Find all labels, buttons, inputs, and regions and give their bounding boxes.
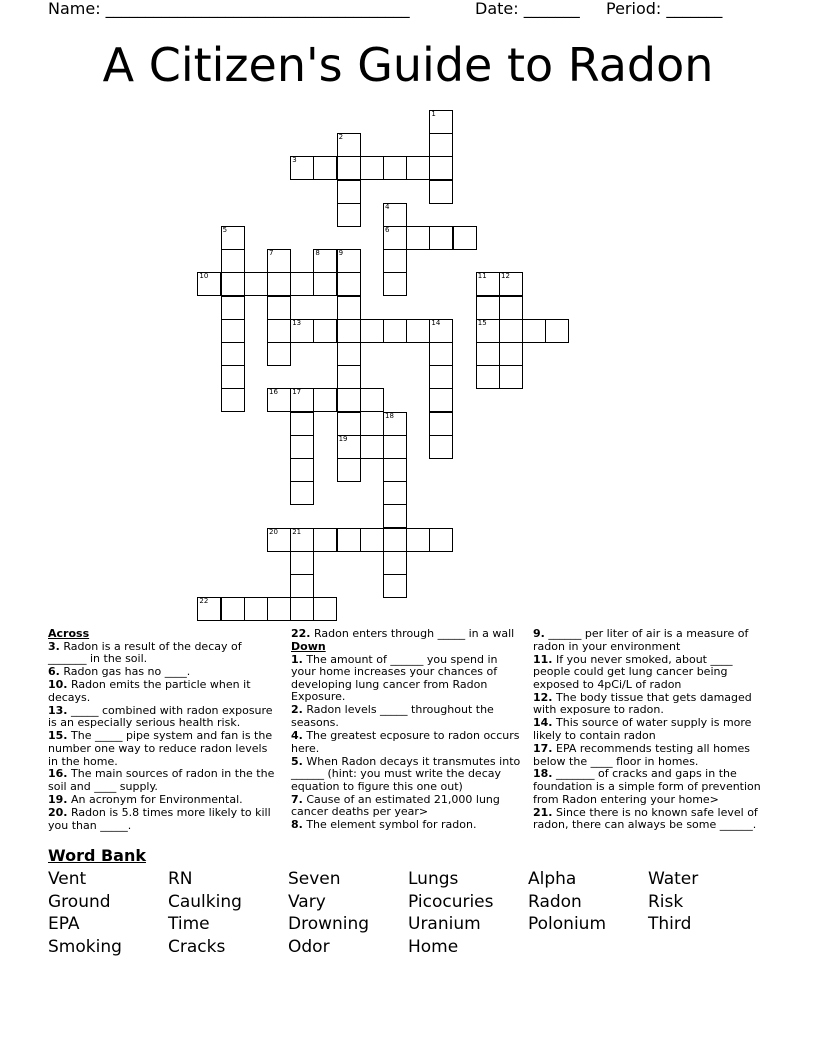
clue-item [291,704,523,729]
date-field: Date: _______ [475,0,580,18]
clue-item-text: EPA recommends testing all homes below the ____ floor in homes. [533,741,751,768]
crossword-cell[interactable] [221,597,245,621]
crossword-cell[interactable] [290,528,314,552]
crossword-cell[interactable] [406,319,430,343]
crossword-cell[interactable] [360,388,384,412]
clue-section-title: Down [291,639,326,653]
crossword-cell[interactable] [221,272,245,296]
crossword-cell[interactable] [406,226,430,250]
crossword-cell[interactable] [313,388,337,412]
word-bank-item: Smoking [48,936,122,957]
crossword-cell[interactable] [429,133,453,157]
crossword-cell[interactable] [429,388,453,412]
clue-item-number: 10. [48,678,68,692]
clue-number: 8 [315,249,320,258]
crossword-cell[interactable] [383,156,407,180]
crossword-cell[interactable] [313,319,337,343]
crossword-cell[interactable] [383,412,407,436]
crossword-cell[interactable] [383,458,407,482]
crossword-cell[interactable] [383,574,407,598]
crossword-cell[interactable] [267,319,291,343]
crossword-cell[interactable] [499,342,523,366]
clue-item-text: If you never smoked, about ____ people could get lung cancer being exposed to 4pCi/L of radon [533,652,733,691]
crossword-cell[interactable] [499,319,523,343]
clue-item [48,768,280,793]
crossword-cell[interactable] [290,156,314,180]
clue-item [533,692,765,717]
clue-item-text: An acronym for Environmental. [67,793,243,807]
clue-number: 9 [338,249,344,258]
crossword-cell[interactable] [429,156,453,180]
crossword-cell[interactable] [221,342,245,366]
clue-item-number: 1. [291,652,303,666]
crossword-cell[interactable] [337,528,361,552]
crossword-cell[interactable] [337,458,361,482]
crossword-cell[interactable] [313,528,337,552]
period-field: Period: _______ [606,0,723,18]
word-bank-item: Radon [528,891,582,912]
clue-item [533,628,765,653]
crossword-cell[interactable] [429,435,453,459]
crossword-cell[interactable] [337,156,361,180]
clue-item [533,717,765,742]
clue-item [533,654,765,692]
crossword-cell[interactable] [337,435,361,459]
crossword-cell[interactable] [337,296,361,320]
clue-item-number: 9. [533,627,545,640]
crossword-cell[interactable] [313,156,337,180]
crossword-cell[interactable] [313,249,337,273]
crossword-cell[interactable] [221,226,245,250]
clue-item-number: 4. [291,728,303,742]
crossword-cell[interactable] [429,342,453,366]
crossword-cell[interactable] [290,435,314,459]
crossword-cell[interactable] [429,226,453,250]
crossword-cell[interactable] [499,296,523,320]
word-bank-item: Picocuries [408,891,494,912]
crossword-cell[interactable] [522,319,546,343]
crossword-cell[interactable] [429,412,453,436]
crossword-cell[interactable] [383,249,407,273]
crossword-cell[interactable] [476,365,500,389]
clue-item-text: Radon is a result of the decay of _______ in the soil. [48,639,242,666]
clue-item [291,730,523,755]
word-bank-item: Cracks [168,936,226,957]
clue-number: 16 [269,388,278,397]
crossword-cell[interactable] [337,272,361,296]
crossword-cell[interactable] [337,203,361,227]
word-bank-item: Vent [48,869,87,889]
crossword-cell[interactable] [221,319,245,343]
word-bank-item: Uranium [408,914,481,935]
clue-item-text: Radon levels _____ throughout the seasons. [291,703,494,729]
crossword-cell[interactable] [337,342,361,366]
crossword-cell[interactable] [429,528,453,552]
clue-item [48,666,280,679]
clue-item-number: 5. [291,754,303,768]
clue-item-number: 12. [533,690,553,704]
clue-item-text: The main sources of radon in the the soil and ____ supply. [48,767,275,794]
crossword-cell[interactable] [383,435,407,459]
crossword-cell[interactable] [337,365,361,389]
word-bank-item: Lungs [408,869,459,889]
crossword-cell[interactable] [429,365,453,389]
clue-number: 6 [385,226,390,234]
word-bank-item: Vary [288,891,326,912]
word-bank-item: Polonium [528,914,607,935]
crossword-cell[interactable] [383,272,407,296]
clue-number: 4 [385,202,390,211]
crossword-cell[interactable] [360,528,384,552]
crossword-cell[interactable] [383,226,407,250]
clue-item-number: 22. [291,627,311,640]
clue-number: 20 [269,527,278,536]
clue-item [48,705,280,730]
clue-item [48,794,280,807]
clue-item [48,679,280,704]
crossword-cell[interactable] [221,296,245,320]
crossword-cell[interactable] [267,342,291,366]
clue-item-text: _______ of cracks and gaps in the foundation is a simple form of prevention from Radon entering your home> [533,767,761,806]
word-bank-item: Home [408,936,459,957]
crossword-cell[interactable] [383,319,407,343]
page-title: A Citizen's Guide to Radon [102,38,714,92]
word-bank-item: Time [168,914,210,935]
clue-number: 10 [199,272,209,281]
word-bank-item: Ground [48,891,111,912]
clue-number: 12 [501,272,510,281]
clue-item-text: When Radon decays it transmutes into ______ (hint: you must write the decay equation to figure this one out) [291,754,521,793]
clue-item-number: 15. [48,729,68,743]
clue-number: 14 [431,318,441,327]
clue-item-text: The amount of ______ you spend in your home increases your chances of developing lung cancer from Radon Exposure. [291,652,498,704]
crossword-cell[interactable] [383,528,407,552]
word-bank-item: Odor [288,936,330,957]
crossword-cell[interactable] [290,574,314,598]
clue-section-title: Across [48,627,90,640]
clue-number: 21 [292,527,302,536]
clue-item [533,768,765,806]
clue-item-text: _____ combined with radon exposure is an especially serious health risk. [48,703,273,730]
clue-item-text: The element symbol for radon. [302,818,477,832]
crossword-cell[interactable] [290,481,314,505]
word-bank-item: Seven [288,869,341,889]
crossword-cell[interactable] [290,412,314,436]
crossword-cell[interactable] [197,597,221,621]
clue-item-text: The greatest ecposure to radon occurs here. [291,728,520,755]
clue-item-number: 2. [291,703,303,717]
word-bank-item: Risk [648,891,684,912]
word-bank-item: EPA [48,914,80,935]
crossword-cell[interactable] [406,528,430,552]
clue-number: 17 [292,388,302,397]
crossword-cell[interactable] [383,203,407,227]
clue-item-text: Since there is no known safe level of radon, there can always be some ______. [533,805,758,832]
crossword-cell[interactable] [499,272,523,296]
clue-column-3 [533,628,765,832]
crossword-cell[interactable] [337,412,361,436]
crossword-cell[interactable] [337,180,361,204]
crossword-cell[interactable] [383,481,407,505]
clue-column-1 [48,628,280,833]
clue-item-number: 11. [533,652,553,666]
crossword-cell[interactable] [290,319,314,343]
clue-item-number: 20. [48,806,68,820]
clue-item-text: Radon gas has no ____. [59,665,191,679]
crossword-cell[interactable] [476,272,500,296]
clue-item-number: 17. [533,741,553,755]
crossword-cell[interactable] [267,597,291,621]
clue-number: 22 [199,597,209,606]
clue-number: 7 [269,249,274,258]
clue-number: 5 [222,226,228,234]
clue-item-number: 14. [533,716,553,730]
crossword-cell[interactable] [453,226,477,250]
crossword-cell[interactable] [337,249,361,273]
clue-item [48,641,280,666]
crossword-cell[interactable] [499,365,523,389]
clue-number: 3 [292,156,297,165]
clue-number: 15 [477,318,487,327]
crossword-cell[interactable] [290,272,314,296]
crossword-cell[interactable] [244,597,268,621]
crossword-cell[interactable] [383,504,407,528]
clue-item [291,794,523,819]
crossword-cell[interactable] [290,597,314,621]
word-bank-title: Word Bank [48,846,147,865]
crossword-cell[interactable] [383,551,407,575]
crossword-cell[interactable] [197,272,221,296]
clue-item-number: 21. [533,805,553,819]
crossword-cell[interactable] [429,180,453,204]
clue-item [291,628,523,641]
crossword-cell[interactable] [267,528,291,552]
clue-item [533,807,765,832]
clue-item-number: 3. [48,639,60,653]
clue-item-number: 13. [48,703,68,717]
clue-number: 13 [292,318,302,327]
clue-item-text: Radon emits the particle when it decays. [48,678,251,704]
crossword-cell[interactable] [476,319,500,343]
clue-number: 1 [431,110,436,118]
clue-item-number: 8. [291,818,303,832]
word-bank-item: Alpha [528,869,577,889]
clue-item-number: 19. [48,793,68,807]
word-bank-item: Water [648,869,699,889]
crossword-cell[interactable] [476,342,500,366]
crossword-cell[interactable] [360,435,384,459]
clue-item [291,819,523,832]
clue-item [291,756,523,794]
crossword-cell[interactable] [337,133,361,157]
crossword-cell[interactable] [337,319,361,343]
clue-item [291,654,523,704]
clue-item-text: Radon is 5.8 times more likely to kill you than _____. [48,806,271,832]
word-bank-item: RN [168,869,193,889]
clue-item-number: 6. [48,665,60,679]
crossword-cell[interactable] [337,388,361,412]
crossword-cell[interactable] [267,272,291,296]
crossword-cell[interactable] [267,388,291,412]
clue-item-number: 16. [48,767,68,781]
word-bank [48,868,768,964]
clue-item [48,807,280,832]
crossword-cell[interactable] [290,551,314,575]
clue-item-text: The body tissue that gets damaged with exposure to radon. [533,690,752,717]
name-field: Name: ______________________________________ [48,0,410,18]
clue-number: 18 [385,411,394,420]
clue-item [533,743,765,768]
crossword-cell[interactable] [360,156,384,180]
crossword-cell[interactable] [244,272,268,296]
clue-item-text: Radon enters through _____ in a wall [310,627,515,640]
crossword-cell[interactable] [221,249,245,273]
crossword-cell[interactable] [476,296,500,320]
word-bank-item: Caulking [168,891,242,912]
clue-column-2 [291,628,523,832]
crossword-cell[interactable] [429,319,453,343]
word-bank-item: Drowning [288,914,370,935]
crossword-cell[interactable] [406,156,430,180]
clue-number: 19 [338,434,348,443]
clue-item-number: 18. [533,767,553,781]
clue-number: 11 [477,272,487,281]
clue-item-number: 7. [291,792,303,806]
crossword-cell[interactable] [221,365,245,389]
clue-item [48,730,280,768]
crossword-cell[interactable] [313,272,337,296]
crossword-cell[interactable] [221,388,245,412]
clue-item-text: ______ per liter of air is a measure of radon in your environment [533,627,749,653]
crossword-cell[interactable] [360,319,384,343]
clue-item-text: Cause of an estimated 21,000 lung cancer deaths per year> [291,792,500,819]
crossword-cell[interactable] [290,458,314,482]
crossword-cell[interactable] [313,597,337,621]
clue-item-text: The _____ pipe system and fan is the number one way to reduce radon levels in the home. [48,729,273,768]
crossword-cell[interactable] [545,319,569,343]
crossword-cell[interactable] [267,249,291,273]
word-bank-item: Third [648,914,692,935]
crossword-cell[interactable] [429,110,453,134]
crossword-cell[interactable] [267,296,291,320]
crossword-cell[interactable] [290,388,314,412]
clue-number: 2 [338,133,344,142]
clue-item-text: This source of water supply is more likely to contain radon [533,716,752,742]
